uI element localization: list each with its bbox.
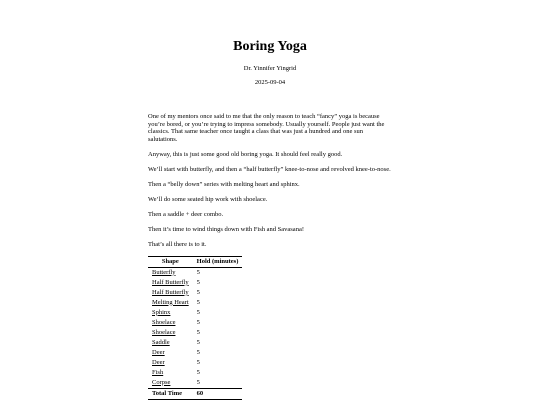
table-row (148, 278, 242, 288)
hold-cell: 5 (196, 368, 200, 376)
table-row (148, 308, 242, 318)
column-header-hold: Hold (minutes) (196, 257, 239, 265)
shape-link[interactable]: Corpse (152, 378, 171, 386)
table-total-row (148, 388, 242, 399)
table-row (148, 338, 242, 348)
total-value: 60 (196, 389, 204, 397)
table-header-row (148, 256, 242, 267)
shape-link[interactable]: Half Butterfly (152, 278, 189, 286)
paragraph: We’ll do some seated hip work with shoelace. (148, 195, 268, 203)
hold-cell: 5 (196, 318, 200, 326)
page-title: Boring Yoga (233, 39, 307, 54)
shapes-table (148, 256, 242, 400)
hold-cell: 5 (196, 358, 200, 366)
table-row (148, 358, 242, 368)
table-row (148, 378, 242, 389)
shape-link[interactable]: Saddle (152, 338, 170, 346)
hold-cell: 5 (196, 338, 200, 346)
paragraph: Then a saddle + deer combo. (148, 210, 224, 218)
paragraph: Then it’s time to wind things down with Fish and Savasana! (148, 225, 304, 233)
paragraph: One of my mentors once said to me that the only reason to teach “fancy” yoga is because you’re bored, or you’re trying to impress somebody. Usually yourself. People just want the classics. That same teacher once taught a class that was just a hundred and one sun salutations. (148, 113, 385, 143)
paragraph: That’s all there is to it. (148, 240, 207, 248)
shape-link[interactable]: Shoelace (152, 318, 176, 326)
shape-link[interactable]: Fish (152, 368, 164, 376)
shape-link[interactable]: Deer (152, 348, 165, 356)
column-header-shape: Shape (161, 257, 179, 265)
table-row (148, 298, 242, 308)
hold-cell: 5 (196, 288, 200, 296)
hold-cell: 5 (196, 268, 200, 276)
author-name: Dr. Yinnifer Yingrid (243, 65, 297, 72)
shape-link[interactable]: Deer (152, 358, 165, 366)
paragraph: We’ll start with butterfly, and then a “half butterfly” knee-to-nose and revolved knee-to-nose. (148, 165, 391, 173)
table-row (148, 348, 242, 358)
shape-link[interactable]: Sphinx (152, 308, 171, 316)
hold-cell: 5 (196, 348, 200, 356)
paragraph: Anyway, this is just some good old boring yoga. It should feel really good. (148, 150, 343, 158)
paragraph: Then a “belly down” series with melting heart and sphinx. (148, 180, 300, 188)
hold-cell: 5 (196, 308, 200, 316)
hold-cell: 5 (196, 298, 200, 306)
table-row (148, 368, 242, 378)
publish-date: 2025-09-04 (254, 79, 286, 86)
shape-link[interactable]: Shoelace (152, 328, 176, 336)
shape-link[interactable]: Melting Heart (152, 298, 189, 306)
table-row (148, 318, 242, 328)
table-row (148, 288, 242, 298)
hold-cell: 5 (196, 278, 200, 286)
shape-link[interactable]: Butterfly (152, 268, 176, 276)
hold-cell: 5 (196, 378, 200, 386)
table-row (148, 328, 242, 338)
hold-cell: 5 (196, 328, 200, 336)
total-label: Total Time (152, 389, 183, 397)
table-row (148, 267, 242, 278)
article-body (148, 113, 394, 400)
shape-link[interactable]: Half Butterfly (152, 288, 189, 296)
